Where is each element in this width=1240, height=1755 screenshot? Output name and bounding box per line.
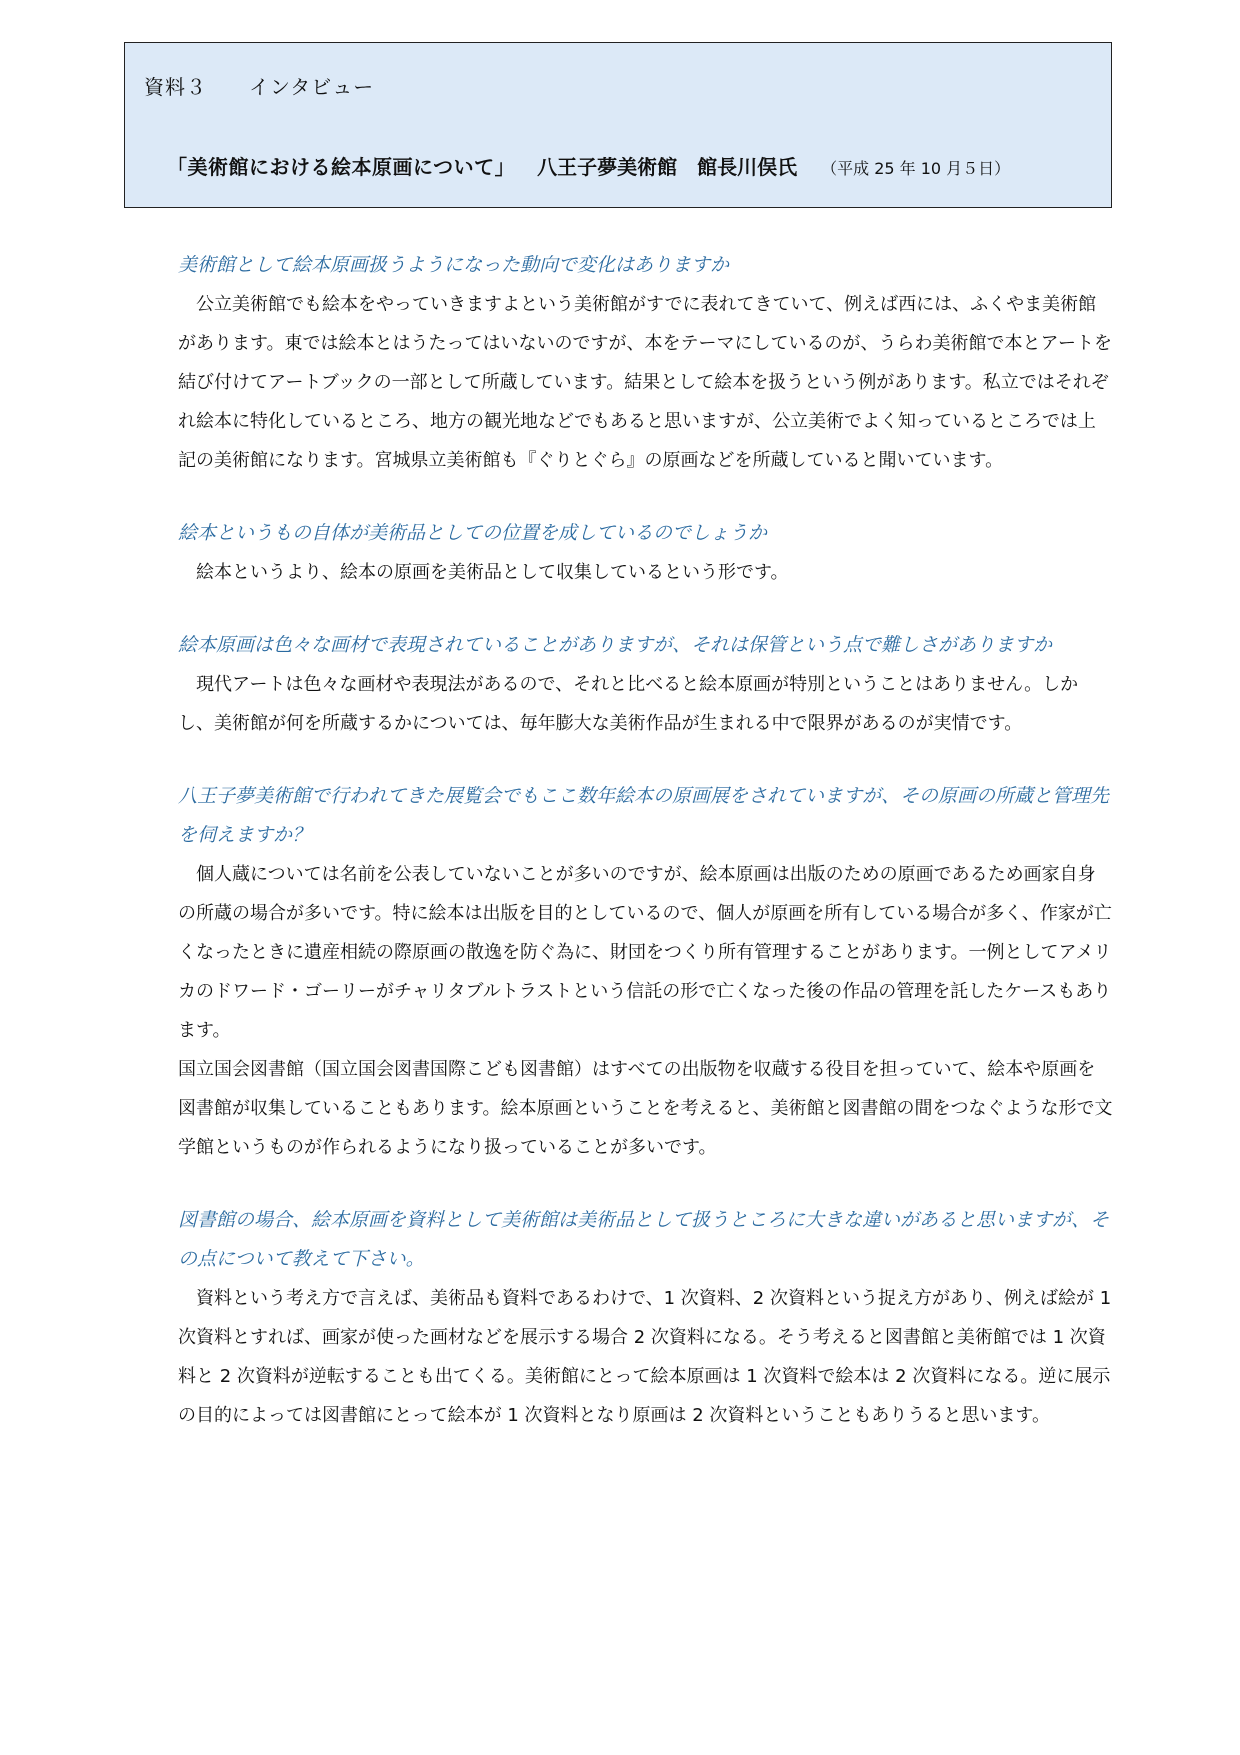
question-heading: 図書館の場合、絵本原画を資料として美術館は美術品として扱うところに大きな違いがあると思いますが、その点について教えて下さい。 xyxy=(178,1209,1110,1270)
answer-paragraph: 公立美術館でも絵本をやっていきますよという美術館がすでに表れてきていて、例えば西には、ふくやま美術館があります。東では絵本とはうたってはいないのですが、本をテーマにしているのが、うらわ美術館で本とアートを結び付けてアートブックの一部として所蔵しています。結果として絵本を扱うという例があります。私立ではそれぞれ絵本に特化しているところ、地方の観光地などでもあると思いますが、公立美術でよく知っているところでは上記の美術館になります。宮城県立美術館も『ぐりとぐら』の原画などを所蔵していると聞いています。 xyxy=(178,294,1113,471)
question-heading: 絵本というもの自体が美術品としての位置を成しているのでしょうか xyxy=(178,522,768,544)
question-heading: 美術館として絵本原画扱うようになった動向で変化はありますか xyxy=(178,254,730,276)
document-label: 資料３ インタビュー xyxy=(144,75,375,99)
qa-section-2 xyxy=(178,514,1113,592)
question-heading: 八王子夢美術館で行われてきた展覧会でもここ数年絵本の原画展をされていますが、その原画の所蔵と管理先を伺えますか？ xyxy=(178,785,1110,846)
answer-paragraph: 資料という考え方で言えば、美術品も資料であるわけで、1 次資料、2 次資料という捉え方があり、例えば絵が 1 次資料とすれば、画家が使った画材などを展示する場合 2 次資料になる。そう考えると図書館と美術館では 1 次資料と 2 次資料が逆転することも出てくる。美術館にとって絵本原画は 1 次資料で絵本は 2 次資料になる。逆に展示の目的によっては図書館にとって絵本が 1 次資料となり原画は 2 次資料ということもありうると思います。 xyxy=(178,1288,1112,1426)
document-header-box xyxy=(124,42,1112,208)
header-title-line xyxy=(167,151,1010,180)
interview-body xyxy=(178,246,1113,1469)
question-heading: 絵本原画は色々な画材で表現されていることがありますが、それは保管という点で難しさがありますか xyxy=(178,634,1053,656)
qa-section-5 xyxy=(178,1201,1113,1435)
answer-paragraph: 国立国会図書館（国立国会図書国際こども図書館）はすべての出版物を収蔵する役目を担っていて、絵本や原画を図書館が収集していることもあります。絵本原画ということを考えると、美術館と図書館の間をつなぐような形で文学館というものが作られるようになり扱っていることが多いです。 xyxy=(178,1059,1113,1158)
answer-paragraph: 絵本というより、絵本の原画を美術品として収集しているという形です。 xyxy=(196,562,789,583)
answer-paragraph: 現代アートは色々な画材や表現法があるので、それと比べると絵本原画が特別ということはありません。しかし、美術館が何を所蔵するかについては、毎年膨大な美術作品が生まれる中で限界があるのが実情です。 xyxy=(178,674,1079,734)
interviewee: 八王子夢美術館 館長川俣氏 xyxy=(537,155,798,179)
qa-section-4 xyxy=(178,777,1113,1167)
interview-title: 「美術館における絵本原画について」 xyxy=(167,155,516,179)
qa-section-1 xyxy=(178,246,1113,480)
interview-date: （平成 25 年 10 月５日） xyxy=(821,159,1011,178)
answer-paragraph: 個人蔵については名前を公表していないことが多いのですが、絵本原画は出版のための原画であるため画家自身の所蔵の場合が多いです。特に絵本は出版を目的としているので、個人が原画を所有している場合が多く、作家が亡くなったときに遺産相続の際原画の散逸を防ぐ為に、財団をつくり所有管理することがあります。一例としてアメリカのドワード・ゴーリーがチャリタブルトラストという信託の形で亡くなった後の作品の管理を託したケースもあります。 xyxy=(178,864,1112,1041)
qa-section-3 xyxy=(178,626,1113,743)
